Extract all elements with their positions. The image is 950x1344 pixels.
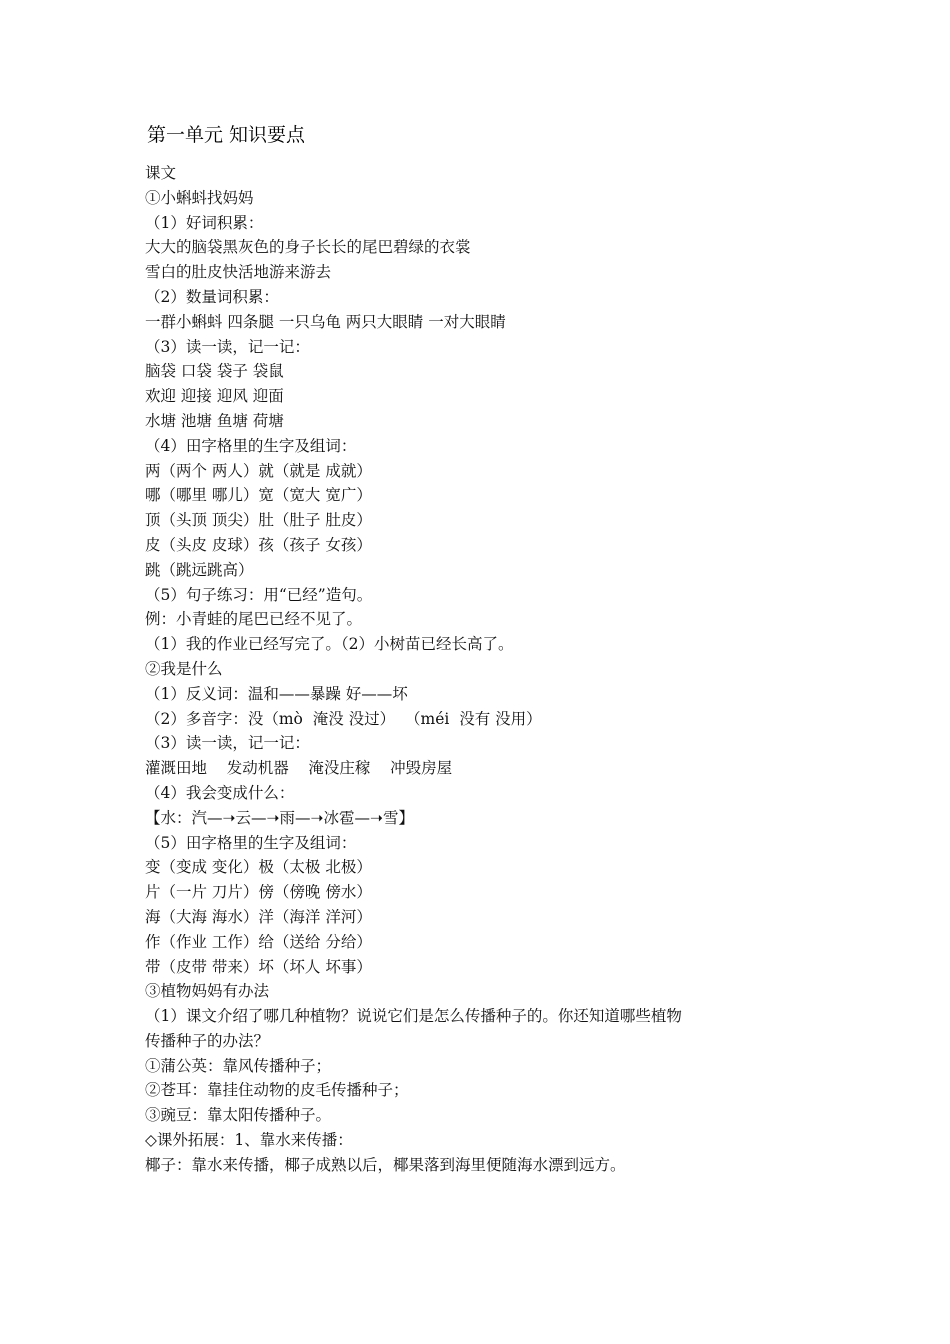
- subsection-heading: （5）田字格里的生字及组词：: [145, 833, 357, 852]
- lesson-title: ②我是什么: [145, 659, 223, 678]
- text-line: 欢迎 迎接 迎风 迎面: [145, 387, 284, 406]
- text-line: 灌溉田地 发动机器 淹没庄稼 冲毁房屋: [145, 759, 453, 778]
- text-line: 【水：汽—➝云—➝雨—➝冰雹—➝雪】: [145, 808, 414, 827]
- text-line: 皮（头皮 皮球）孩（孩子 女孩）: [145, 535, 372, 554]
- text-line: 脑袋 口袋 袋子 袋鼠: [145, 362, 284, 381]
- text-line: 传播种子的办法？: [145, 1031, 270, 1050]
- text-line: ◇课外拓展：1、靠水来传播：: [145, 1131, 353, 1150]
- lesson-title: ③植物妈妈有办法: [145, 982, 270, 1001]
- text-line: 变（变成 变化）极（太极 北极）: [145, 858, 372, 877]
- text-line: 椰子：靠水来传播，椰子成熟以后，椰果落到海里便随海水漂到远方。: [145, 1155, 626, 1174]
- text-line: 例：小青蛙的尾巴已经不见了。: [145, 610, 363, 629]
- text-line: 顶（头顶 顶尖）肚（肚子 肚皮）: [145, 511, 372, 530]
- subsection-heading: （3）读一读，记一记：: [145, 734, 310, 753]
- text-line: 片（一片 刀片）傍（傍晚 傍水）: [145, 883, 372, 902]
- text-line: 跳（跳远跳高）: [145, 560, 254, 579]
- text-line: 海（大海 海水）洋（海洋 洋河）: [145, 907, 372, 926]
- subsection-heading: （3）读一读，记一记：: [145, 337, 310, 356]
- text-line: （2）多音字：没（mò 淹没 没过） （méi 没有 没用）: [145, 709, 542, 728]
- subsection-heading: （2）数量词积累：: [145, 287, 279, 306]
- subsection-heading: （5）句子练习：用“已经”造句。: [145, 585, 373, 604]
- text-line: 一群小蝌蚪 四条腿 一只乌龟 两只大眼睛 一对大眼睛: [145, 312, 506, 331]
- text-line: 带（皮带 带来）坏（坏人 坏事）: [145, 957, 372, 976]
- text-line: ②苍耳：靠挂住动物的皮毛传播种子；: [145, 1081, 409, 1100]
- text-line: 作（作业 工作）给（送给 分给）: [145, 932, 372, 951]
- page-title: 第一单元 知识要点: [147, 124, 306, 146]
- document-body: [145, 161, 825, 1178]
- text-line: （1）我的作业已经写完了。（2）小树苗已经长高了。: [145, 635, 514, 654]
- text-line: ③豌豆：靠太阳传播种子。: [145, 1106, 332, 1125]
- section-heading: 课文: [145, 164, 177, 182]
- text-line: （1）课文介绍了哪几种植物？说说它们是怎么传播种子的。你还知道哪些植物: [145, 1007, 682, 1026]
- text-line: ①蒲公英：靠风传播种子；: [145, 1056, 332, 1075]
- subsection-heading: （1）好词积累：: [145, 213, 264, 232]
- text-line: 大大的脑袋黑灰色的身子长长的尾巴碧绿的衣裳: [145, 238, 471, 257]
- text-line: （1）反义词：温和——暴躁 好——坏: [145, 684, 408, 703]
- subsection-heading: （4）田字格里的生字及组词：: [145, 436, 357, 455]
- text-line: 两（两个 两人）就（就是 成就）: [145, 461, 372, 480]
- lesson-title: ①小蝌蚪找妈妈: [145, 188, 254, 207]
- text-line: 雪白的肚皮快活地游来游去: [145, 263, 332, 282]
- text-line: 水塘 池塘 鱼塘 荷塘: [145, 411, 284, 430]
- text-line: 哪（哪里 哪儿）宽（宽大 宽广）: [145, 486, 372, 505]
- subsection-heading: （4）我会变成什么：: [145, 783, 295, 802]
